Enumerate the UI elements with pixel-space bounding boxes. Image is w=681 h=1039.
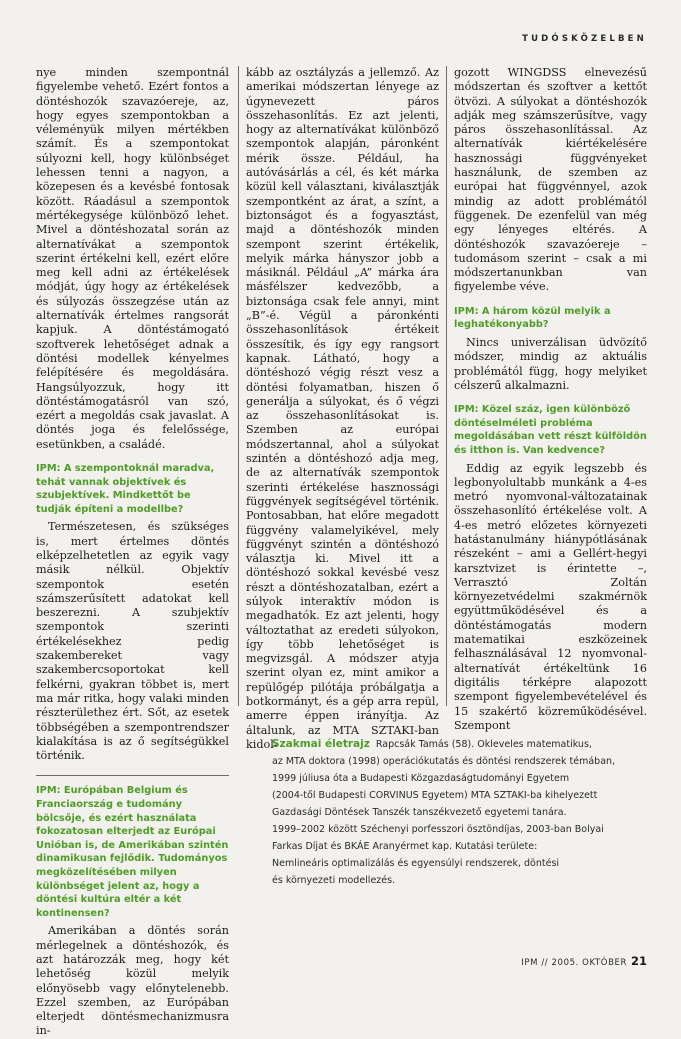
paragraph: kább az osztályzás a jellemző. Az amerikai módszertan lényege az úgynevezett páros összehasonlítás. Ez azt jelenti, hogy az alternatívákat különböző szempontok alapján, páronként mérik össze. Például, ha autóvásárlás a cél, és két márka közül kell választani, kiválasztják szempontként az árat, a színt, a biztonságot és a fogyasztást, majd a döntéshozók minden szempont szerint értékelik, melyik márka hányszor jobb a másiknál. Például „A” márka ára másfélszer kedvezőbb, a biztonsága csak fele annyi, mint „B”-é. Végül a páronkénti összehasonlítások értékeit összesítik, és így egy rangsort kapnak. Látható, hogy a döntéshozó végig részt vesz a döntési folyamatban, hiszen ő generálja a súlyokat, és ő végzi az összehasonlításokat is. Szemben az európai módszertannal, ahol a súlyokat szintén a döntéshozó adja meg, de az alternatívák szempontok szerinti értékelése hasznossági függvények segítségével történik. Pontosabban, hat előre megadott függvény valamelyikével, mely függvényt szintén a döntéshozó választja ki. Mivel itt a döntéshozó sokkal kevésbé vesz részt a döntéshozatalban, ezért a súlyok interaktív módon is megadhatók. Ez azt jelenti, hogy változtathat az eredeti súlyokon, így több lehetőséget is megvizsgál. A módszer atyja szerint olyan ez, mint amikor a repülőgép pilótája próbálgatja a botkormányt, és a gép arra repül, amerre éppen irányítja. Az általunk, az MTA SZTAKI-ban kidol-: [246, 66, 439, 751]
section-header: TUDÓSKÖZELBEN: [522, 34, 647, 44]
issue-label: IPM // 2005. OKTÓBER: [521, 958, 627, 968]
biography-box: [272, 736, 644, 889]
column-1: [36, 66, 229, 1039]
bio-line-first: [272, 736, 644, 753]
column-2: [246, 66, 439, 752]
interview-question: IPM: A szempontoknál maradva, tehát vannak objektívek és szubjektívek. Mindkettőt be tudják építeni a modellbe?: [36, 463, 215, 515]
divider: [36, 775, 229, 776]
bio-line: az MTA doktora (1998) operációkutatás és döntési rendszerek témában,: [272, 756, 616, 767]
bio-line: és környezeti modellezés.: [272, 875, 396, 886]
paragraph: Eddig az egyik legszebb és legbonyolultabb munkánk a 4-es metró nyomvonal-változatainak összehasonlító értékelése volt. A 4-es metró előzetes környezeti hatástanulmány hiánypótlásának részeként – ami a Gellért-hegyi karsztvizet is érintette –, Verrasztó Zoltán környezetvédelmi szakmérnök együttműködésével és a döntéstámogatás modern matematikai eszközeinek felhasználásával 12 nyomvonal-alternatívát értékeltünk 16 digitális térképre alapozott szempont figyelembevételével és 15 szakértő közreműködésével. Szempont: [454, 461, 647, 732]
paragraph: gozott WINGDSS elnevezésű módszertan és szoftver a kettőt ötvözi. A súlyokat a döntéshozók adják meg számszerűsítve, vagy páros összehasonlítással. Az alternatívák kiértékelésére hasznossági függvényeket használunk, de szemben az európai hat függvénnyel, azok mindig az adott problémától függenek. De ezenfelül van még egy lényeges eltérés. A döntéshozók szavazóereje – tudomásom szerint – csak a mi módszertanunkban van figyelembe véve.: [454, 66, 647, 294]
bio-line: 1999 júliusa óta a Budapesti Közgazdaságtudományi Egyetem: [272, 773, 570, 784]
bio-line: Farkas Díjat és BKÁE Aranyérmet kap. Kutatási területe:: [272, 841, 538, 852]
column-divider: [446, 66, 447, 706]
interview-question: IPM: Közel száz, igen különböző döntéselméleti probléma megoldásában vett részt külföldön és itthon is. Van kedvence?: [454, 404, 647, 456]
bio-line: 1999–2002 között Széchenyi porfesszori ösztöndíjas, 2003-ban Bolyai: [272, 824, 604, 835]
bio-title: Szakmai életrajz: [272, 738, 370, 750]
bio-line: (2004-től Budapesti CORVINUS Egyetem) MTA SZTAKI-ba kihelyezett: [272, 790, 598, 801]
interview-question: IPM: A három közül melyik a leghatékonyabb?: [454, 305, 611, 331]
paragraph: Nincs univerzálisan üdvözítő módszer, mindig az aktuális problémától függ, hogy melyiket célszerű alkalmazni.: [454, 335, 647, 392]
bio-line: Gazdasági Döntések Tanszék tanszékvezető egyetemi tanára.: [272, 807, 567, 818]
column-3: [454, 66, 647, 733]
page-number: 21: [630, 954, 647, 968]
paragraph: Amerikában a döntés során mérlegelnek a döntéshozók, és azt határozzák meg, hogy két lehetőség közül melyik előnyösebb vagy előnytelenebb. Ezzel szemben, az Európában elterjedt döntésmechanizmusra in-: [36, 924, 229, 1038]
bio-line: Rapcsák Tamás (58). Okleveles matematikus,: [375, 739, 592, 750]
paragraph: nye minden szempontnál figyelembe vehető. Ezért fontos a döntéshozók szavazóereje, az, hogy egyes szempontokban a véleményük milyen mértékben számít. És a szempontokat súlyozni kell, hogy különbséget lehessen tenni a nagyon, a közepesen és a kevésbé fontosak között. Ráadásul a szempontok mértékegysége különböző lehet. Mivel a döntéshozatal során az alternatívákat a szempontok szerint értékelni kell, ezért előre meg kell adni az értékelések módját, úgy hogy az értékelések és súlyozás összegzése után az alternatívák értelmes rangsorát kapjuk. A döntéstámogató szoftverek lehetőséget adnak a döntési modellek kényelmes felépítésére és megoldására. Hangsúlyozzuk, hogy itt döntéstámogatásról van szó, ezért a megoldás csak javaslat. A döntés joga és felelőssége, esetünkben, a családé.: [36, 66, 229, 451]
paragraph: Természetesen, és szükséges is, mert értelmes döntés elképzelhetetlen az egyik vagy másik nélkül. Objektív szempontok esetén számszerűsített adatokat kell beszerezni. A szubjektív szempontok szerinti értékelésekhez pedig szakembereket vagy szakembercsoportokat kell felkérni, gyakran többet is, mert ma már ritka, hogy valaki minden részterülethez ért. Sőt, az esetek többségében a szempontrendszer kialakítása is az ő segítségükkel történik.: [36, 520, 229, 763]
column-divider: [238, 66, 239, 706]
bio-line: Nemlineáris optimalizálás és egyensúlyi rendszerek, döntési: [272, 858, 560, 869]
interview-question: IPM: Európában Belgium és Franciaország e tudomány bölcsője, és ezért használata fokozatosan elterjedt az Európai Unióban is, de Amerikában szintén dinamikusan fejlődik. Tudományos megközelítésében milyen különbséget jelent az, hogy a döntési kultúra eltér a két kontinensen?: [36, 785, 229, 919]
page-footer: [521, 954, 647, 968]
